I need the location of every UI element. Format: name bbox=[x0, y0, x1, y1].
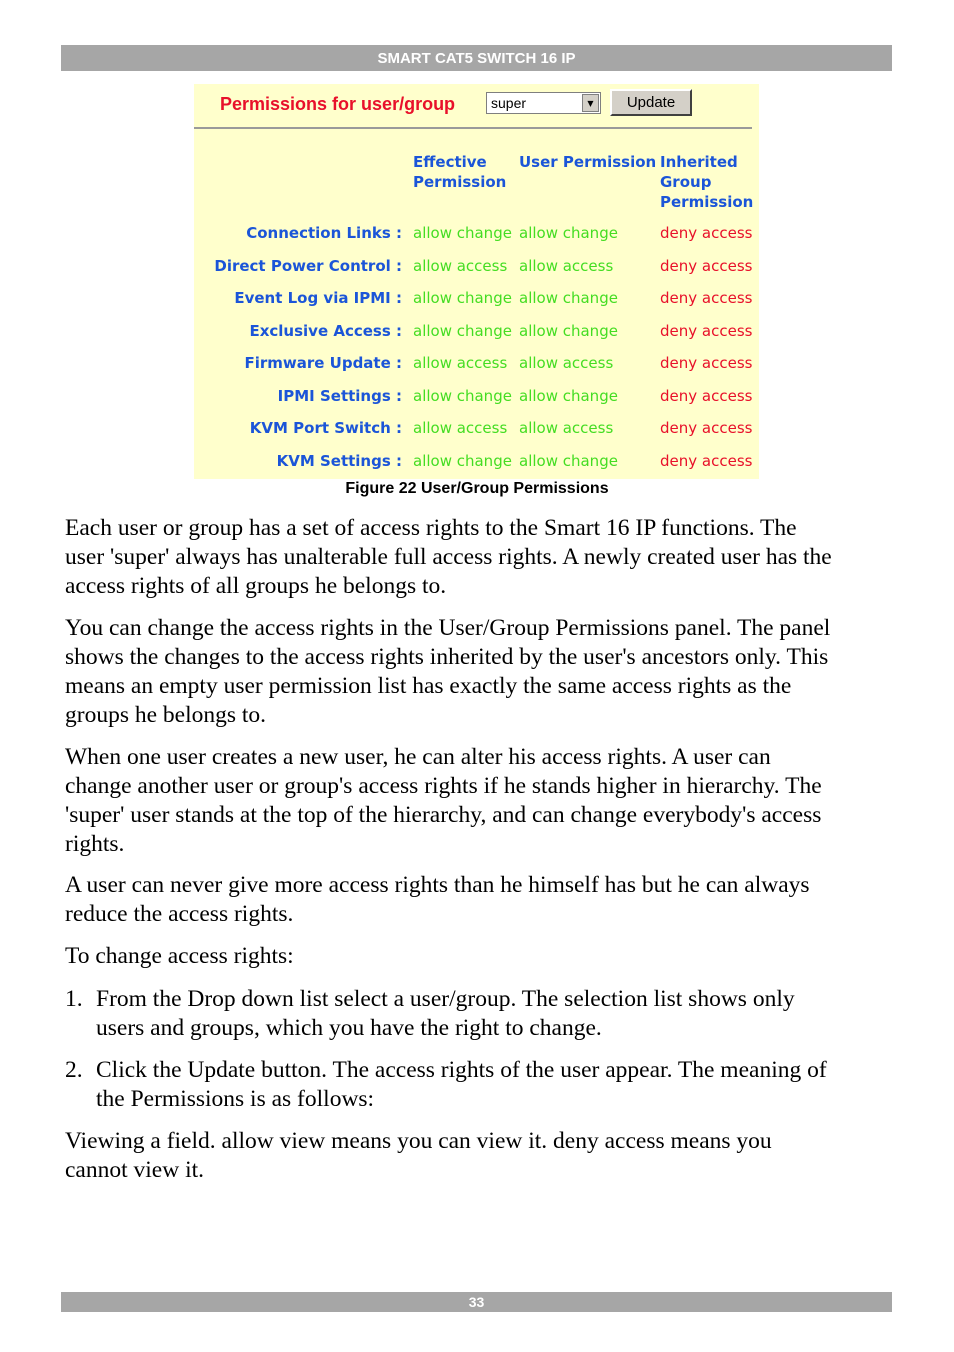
permission-row bbox=[194, 387, 759, 407]
permission-label: IPMI Settings : bbox=[277, 387, 402, 405]
permission-row bbox=[194, 289, 759, 309]
permission-row bbox=[194, 322, 759, 342]
paragraph: When one user creates a new user, he can alter his access rights. A user can change another user or group's access rights if he stands higher in hierarchy. The 'super' user stands at the top of the hierarchy, and can change everybody's access rights. bbox=[65, 744, 822, 857]
permission-label: Firmware Update : bbox=[244, 354, 402, 372]
column-header-effective: Effective Permission bbox=[413, 153, 507, 191]
user-permission[interactable]: allow access bbox=[519, 419, 614, 437]
paragraph: Each user or group has a set of access rights to the Smart 16 IP functions. The user 'super' always has unalterable full access rights. A newly created user has the access rights of all groups he belongs to. bbox=[65, 515, 832, 599]
inherited-permission: deny access bbox=[660, 452, 753, 470]
permission-label: Exclusive Access : bbox=[249, 322, 402, 340]
effective-permission: allow change bbox=[413, 224, 512, 242]
inherited-permission: deny access bbox=[660, 257, 753, 275]
chevron-down-icon[interactable]: ▼ bbox=[582, 94, 599, 112]
permissions-title: Permissions for user/group bbox=[220, 94, 456, 114]
permission-row bbox=[194, 419, 759, 439]
list-number: 1. bbox=[65, 986, 83, 1012]
effective-permission: allow access bbox=[413, 354, 508, 372]
inherited-permission: deny access bbox=[660, 354, 753, 372]
permission-row bbox=[194, 257, 759, 277]
permission-label: Direct Power Control : bbox=[214, 257, 402, 275]
column-header-inherited: Inherited Group Permission bbox=[660, 153, 754, 211]
document-title: SMART CAT5 SWITCH 16 IP bbox=[377, 50, 576, 67]
user-permission[interactable]: allow change bbox=[519, 452, 618, 470]
inherited-permission: deny access bbox=[660, 419, 753, 437]
header-bar bbox=[61, 45, 892, 71]
effective-permission: allow change bbox=[413, 322, 512, 340]
permissions-figure bbox=[194, 84, 759, 479]
footer-bar bbox=[61, 1292, 892, 1312]
permission-label: Event Log via IPMI : bbox=[234, 289, 402, 307]
figure-caption: Figure 22 User/Group Permissions bbox=[345, 480, 609, 497]
effective-permission: allow change bbox=[413, 289, 512, 307]
effective-permission: allow access bbox=[413, 257, 508, 275]
inherited-permission: deny access bbox=[660, 289, 753, 307]
permission-label: Connection Links : bbox=[246, 224, 402, 242]
inherited-permission: deny access bbox=[660, 224, 753, 242]
permission-row bbox=[194, 224, 759, 244]
user-permission[interactable]: allow access bbox=[519, 354, 614, 372]
user-permission[interactable]: allow access bbox=[519, 257, 614, 275]
permission-label: KVM Settings : bbox=[276, 452, 402, 470]
paragraph: A user can never give more access rights than he himself has but he can always reduce the access rights. bbox=[65, 872, 810, 927]
paragraph: Viewing a field. allow view means you can view it. deny access means you cannot view it. bbox=[65, 1128, 772, 1183]
paragraph: You can change the access rights in the User/Group Permissions panel. The panel shows the changes to the access rights inherited by the user's ancestors only. This means an empty user permission list has exactly the same access rights as the groups he belongs to. bbox=[65, 615, 831, 728]
update-button[interactable]: Update bbox=[610, 89, 692, 116]
user-permission[interactable]: allow change bbox=[519, 387, 618, 405]
permission-row bbox=[194, 452, 759, 472]
inherited-permission: deny access bbox=[660, 387, 753, 405]
effective-permission: allow access bbox=[413, 419, 508, 437]
user-permission[interactable]: allow change bbox=[519, 289, 618, 307]
inherited-permission: deny access bbox=[660, 322, 753, 340]
effective-permission: allow change bbox=[413, 452, 512, 470]
permission-label: KVM Port Switch : bbox=[249, 419, 402, 437]
effective-permission: allow change bbox=[413, 387, 512, 405]
user-permission[interactable]: allow change bbox=[519, 224, 618, 242]
divider bbox=[194, 127, 752, 129]
user-permission[interactable]: allow change bbox=[519, 322, 618, 340]
column-header-user: User Permission bbox=[519, 153, 657, 171]
paragraph: To change access rights: bbox=[65, 943, 294, 969]
select-value: super bbox=[491, 95, 527, 111]
user-group-select[interactable] bbox=[486, 92, 601, 114]
list-number: 2. bbox=[65, 1057, 83, 1083]
page-number: 33 bbox=[468, 1294, 485, 1310]
permission-row bbox=[194, 354, 759, 374]
